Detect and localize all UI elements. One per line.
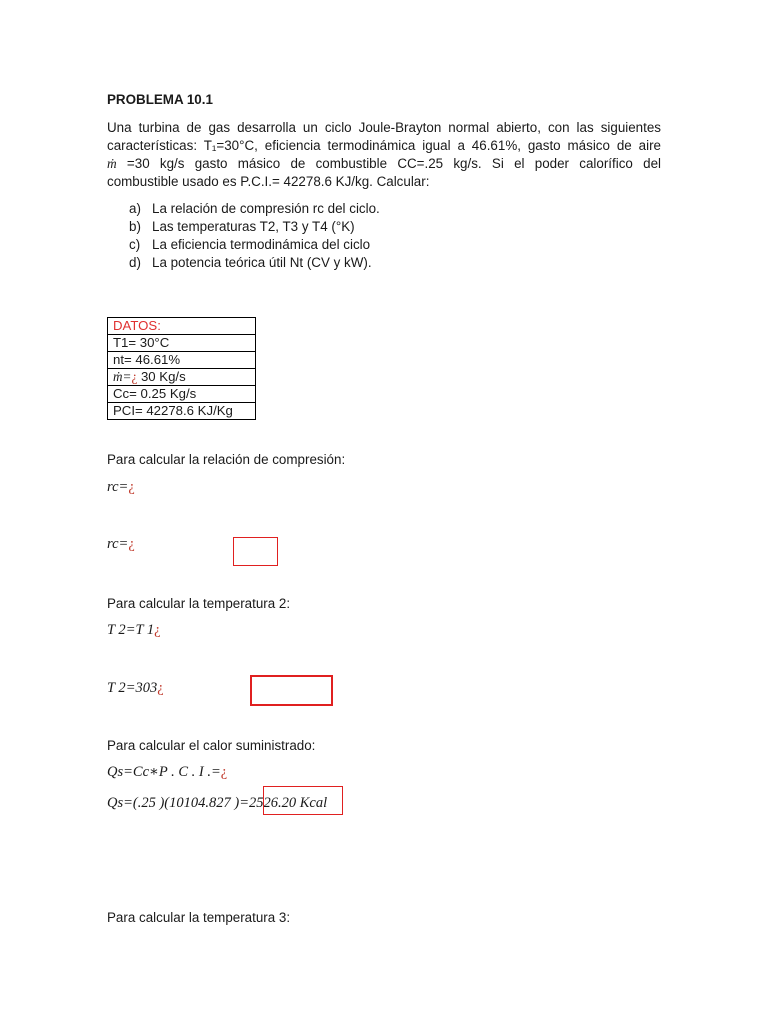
problem-title: PROBLEMA 10.1 <box>107 92 213 107</box>
table-cell: T1= 30°C <box>108 335 256 352</box>
table-row <box>108 369 256 386</box>
table-cell: PCI= 42278.6 KJ/Kg <box>108 403 256 420</box>
list-marker: b) <box>129 219 141 234</box>
list-marker: d) <box>129 255 141 270</box>
statement-line-3: ṁ =30 kg/s gasto másico de combustible CC=.25 kg/s. Si el poder calorífico del <box>107 156 661 171</box>
list-text: Las temperaturas T2, T3 y T4 (°K) <box>152 219 355 234</box>
mass-flow-symbol: ṁ <box>113 369 123 384</box>
empty-result-box <box>250 675 333 706</box>
list-text: La eficiencia termodinámica del ciclo <box>152 237 371 252</box>
statement-line-2: características: T₁=30°C, eficiencia termodinámica igual a 46.61%, gasto másico de aire <box>107 138 661 153</box>
missing-char: ¿ <box>128 536 135 552</box>
rc-equation-1: rc=¿ <box>107 479 135 495</box>
problem-statement <box>107 119 661 191</box>
statement-line-4: combustible usado es P.C.I.= 42278.6 KJ/kg. Calcular: <box>107 174 430 189</box>
empty-result-box <box>233 537 278 566</box>
list-item <box>129 236 380 254</box>
mass-flow-symbol: ṁ <box>107 156 117 171</box>
heat-label: Para calcular el calor suministrado: <box>107 738 316 753</box>
table-row <box>108 386 256 403</box>
list-text: La relación de compresión rc del ciclo. <box>152 201 380 216</box>
table-row <box>108 352 256 369</box>
missing-char: ¿ <box>220 764 228 780</box>
list-item <box>129 254 380 272</box>
table-header: DATOS: <box>108 318 256 335</box>
table-row <box>108 403 256 420</box>
result-box <box>263 786 343 815</box>
t2-equation-1: T 2=T 1¿ <box>107 622 161 638</box>
list-text: La potencia teórica útil Nt (CV y kW). <box>152 255 372 270</box>
table-row <box>108 318 256 335</box>
missing-char: ¿ <box>131 369 138 384</box>
rc-equation-2: rc=¿ <box>107 536 135 552</box>
missing-char: ¿ <box>128 479 135 495</box>
list-marker: c) <box>129 237 141 252</box>
t2-equation-2: T 2=303¿ <box>107 680 164 696</box>
list-item <box>129 200 380 218</box>
missing-char: ¿ <box>157 680 164 696</box>
table-row <box>108 335 256 352</box>
table-cell: nt= 46.61% <box>108 352 256 369</box>
table-cell: ṁ=¿ 30 Kg/s <box>108 369 256 386</box>
list-item <box>129 218 380 236</box>
qs-equation-1: Qs=Cc∗P . C . I .=¿ <box>107 764 228 780</box>
statement-line-1: Una turbina de gas desarrolla un ciclo Joule-Brayton normal abierto, con las siguientes <box>107 120 661 135</box>
table-cell: Cc= 0.25 Kg/s <box>108 386 256 403</box>
missing-char: ¿ <box>154 622 161 638</box>
data-table <box>107 317 256 420</box>
list-marker: a) <box>129 201 141 216</box>
compression-label: Para calcular la relación de compresión: <box>107 452 346 467</box>
temp3-label: Para calcular la temperatura 3: <box>107 910 291 925</box>
question-list <box>129 200 380 272</box>
temp2-label: Para calcular la temperatura 2: <box>107 596 291 611</box>
qs-equation-2: Qs=(.25 )(10104.827 )=2526.20 Kcal <box>107 795 328 811</box>
